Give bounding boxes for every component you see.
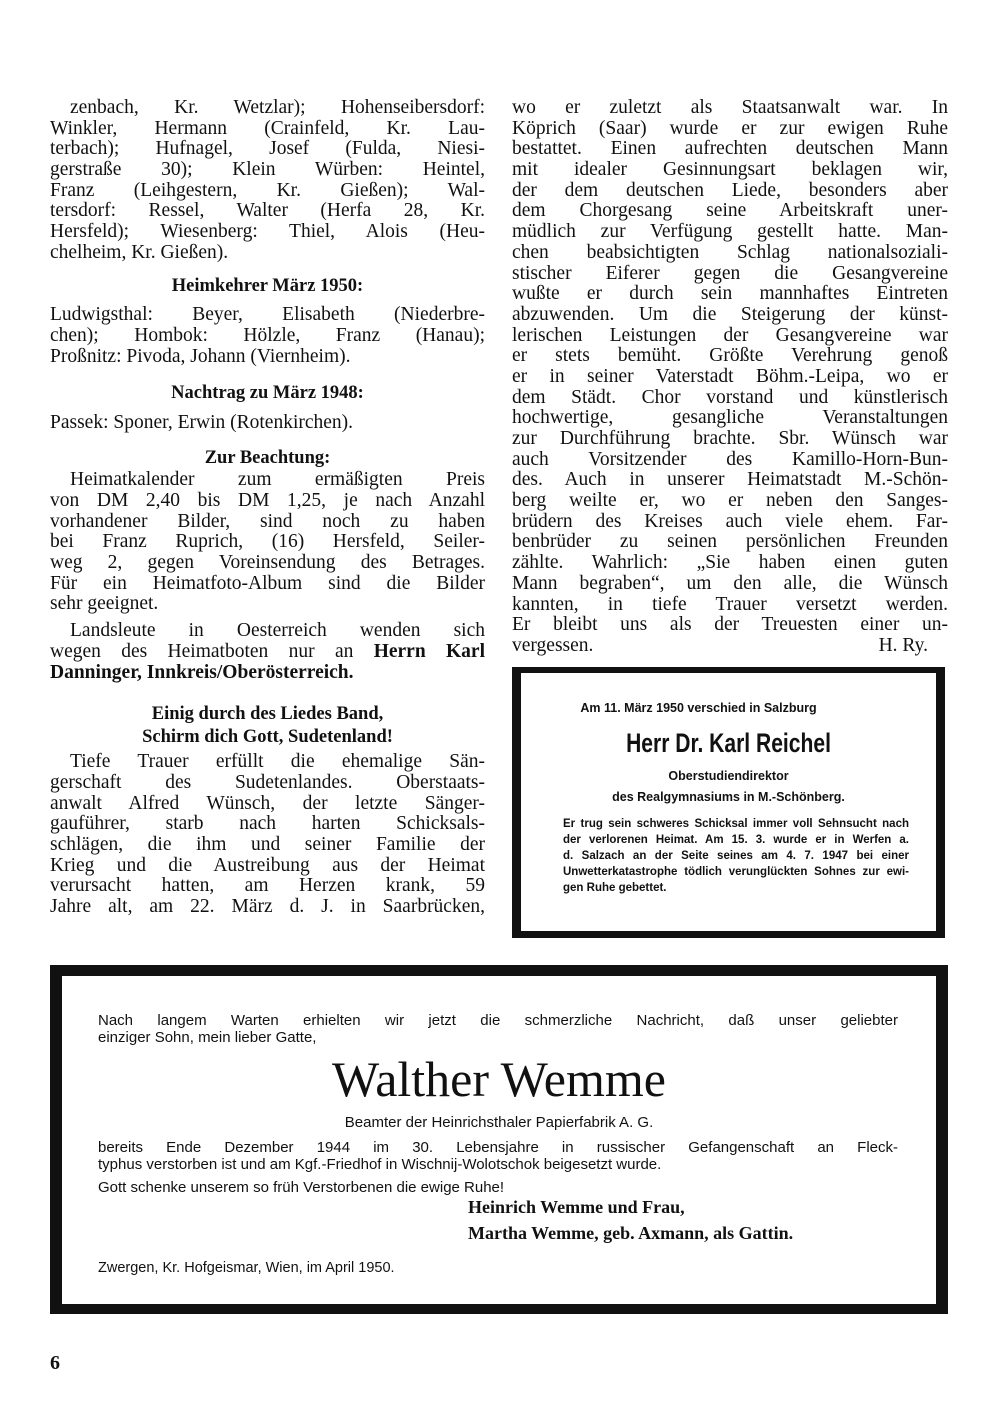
text-line: chen); Hombok: Hölzle, Franz (Hanau); <box>50 324 485 346</box>
place-date: Zwergen, Kr. Hofgeismar, Wien, im April 1950. <box>98 1260 395 1276</box>
text-line: Winkler, Hermann (Crainfeld, Kr. Lau- <box>50 117 485 139</box>
text-line: Für ein Heimatfoto-Album sind die Bilder <box>50 572 485 594</box>
text-line: des. Auch in unserer Heimatstadt M.-Schön- <box>512 469 948 491</box>
text-line: wußte er durch sein mannhaftes Eintreten <box>512 283 948 305</box>
text-line: gauführer, starb nach harten Schicksals- <box>50 813 485 835</box>
text-line: berg weilte er, wo er neben den Sanges- <box>512 490 948 512</box>
heading-heimkehrer: Heimkehrer März 1950: <box>171 275 364 296</box>
text-line: Er trug sein schweres Schicksal immer voll Sehnsucht nach <box>563 818 909 830</box>
death-notice-wemme <box>50 965 948 1314</box>
notice-intro <box>98 1012 898 1046</box>
notice-intro: Am 11. März 1950 verschied in Salzburg <box>580 701 817 715</box>
text-line: bereits Ende Dezember 1944 im 30. Lebensjahre in russischer Gefangenschaft an Fleck- <box>98 1139 898 1156</box>
page-number: 6 <box>50 1352 60 1374</box>
contact-name: Herrn Karl <box>373 640 485 662</box>
text-line: weg 2, gegen Voreinsendung des Betrages. <box>50 552 485 574</box>
heading-einig <box>50 703 485 749</box>
text-line: terbach); Hufnagel, Josef (Fulda, Niesi- <box>50 138 485 160</box>
oesterreich-line2: wegen des Heimatboten nur an <box>50 640 374 662</box>
text-line: zur Durchführung brachte. Sbr. Wünsch war <box>512 428 948 449</box>
death-notice-reichel <box>512 667 945 938</box>
notice-body-lines <box>98 1139 898 1156</box>
text-line: auch Vorsitzender des Kamillo-Horn-Bun- <box>512 448 948 470</box>
signers <box>468 1194 793 1246</box>
text-line: brüdern des Kreises auch viele ehem. Far- <box>512 510 948 532</box>
signer-wife: Martha Wemme, geb. Axmann, als Gattin. <box>468 1223 794 1243</box>
text-line: Jahre alt, am 22. März d. J. in Saarbrücken, <box>50 896 485 918</box>
text-line: schlägen, die ihm und seiner Familie der <box>50 833 485 855</box>
paragraph-heimatkalender <box>50 470 485 615</box>
text-line: zählte. Wahrlich: „Sie haben einen guten <box>512 552 948 574</box>
text-line: stischer Eiferer gegen die Gesangvereine <box>512 262 948 284</box>
deceased-name: Walther Wemme <box>332 1051 666 1107</box>
text-line: lerischen Leistungen der Gesangvereine war <box>512 324 948 346</box>
text-line: Heimatkalender zum ermäßigten Preis <box>70 469 485 491</box>
heading-einig-line2: Schirm dich Gott, Sudetenland! <box>142 727 393 748</box>
text-line: der verlorenen Heimat. Am 15. 3. wurde er in Werfen a. <box>563 834 909 846</box>
text-line: chelheim, Kr. Gießen). <box>50 241 229 263</box>
text-line: mit idealer Gesinnungsart beklagen wir, <box>512 159 948 181</box>
text-line: Franz (Leihgestern, Kr. Gießen); Wal- <box>50 179 485 201</box>
paragraph-nachtrag <box>50 413 485 434</box>
text-line: er stets bemüht. Größte Verehrung genoß <box>512 345 948 367</box>
text-line: wo er zuletzt als Staatsanwalt war. In <box>512 97 948 118</box>
text-line: bei Franz Ruprich, (16) Hersfeld, Seiler- <box>50 531 485 553</box>
notice-body <box>98 1139 898 1196</box>
last-line: vergessen. <box>512 634 594 656</box>
notice-body-last: gen Ruhe gebettet. <box>563 882 667 894</box>
text-line: müdlich zur Verfügung gestellt hatte. Man- <box>512 221 948 243</box>
heading-nachtrag: Nachtrag zu März 1948: <box>171 383 364 404</box>
text-line: hochwertige, gesangliche Veranstaltungen <box>512 407 948 429</box>
paragraph-obituary-wuensch-continued <box>512 98 948 636</box>
text-line: bestattet. Einen aufrechten deutschen Mann <box>512 138 948 160</box>
notice-intro-lines <box>98 1012 898 1029</box>
text-line: Krieg und die Austreibung aus der Heimat <box>50 854 485 876</box>
text-line: Proßnitz: Pivoda, Johann (Viernheim). <box>50 345 351 367</box>
text-line: er in seiner Vaterstadt Böhm.-Leipa, wo er <box>512 365 948 387</box>
text-line: Mann begraben“, um den alle, die Wünsch <box>512 572 948 594</box>
text-line: Unwetterkatastrophe tödlich verunglückten Sohnes zur ewi- <box>563 866 909 878</box>
paragraph-oesterreich <box>50 621 485 683</box>
text-line: vorhandener Bilder, sind noch zu haben <box>50 510 485 532</box>
text-line: sehr geeignet. <box>50 593 159 615</box>
left-column <box>50 98 485 918</box>
deceased-occupation: Beamter der Heinrichsthaler Papierfabrik A. G. <box>344 1114 654 1131</box>
text-line: Nach langem Warten erhielten wir jetzt die schmerzliche Nachricht, daß unser geliebter <box>98 1012 898 1029</box>
notice-body-last: typhus verstorben ist und am Kgf.-Friedhof in Wischnij-Wolotschok beigesetzt wurde. <box>98 1156 662 1173</box>
heading-einig-line1: Einig durch des Liedes Band, <box>151 704 384 725</box>
notice-body-lines <box>563 816 909 880</box>
text-line: tersdorf: Ressel, Walter (Herfa 28, Kr. <box>50 200 485 222</box>
notice-body <box>563 816 909 896</box>
blessing: Gott schenke unserem so früh Verstorbenen die ewige Ruhe! <box>98 1179 505 1196</box>
paragraph-heimkehrer <box>50 305 485 367</box>
text-line: d. Salzach an der Seite seines am 4. 7. 1947 bei einer <box>563 850 909 862</box>
text-line: abzuwenden. Um die Steigerung der künst- <box>512 303 948 325</box>
paragraph-obituary-wuensch <box>50 752 485 918</box>
text-line: kannten, in tiefe Trauer versetzt werden. <box>512 593 948 615</box>
text-line: benbrüder zu seinen persönlichen Freunden <box>512 531 948 553</box>
text-line: zenbach, Kr. Wetzlar); Hohenseibersdorf: <box>70 97 485 118</box>
deceased-name: Herr Dr. Karl Reichel <box>626 728 831 758</box>
contact-location: Danninger, Innkreis/Oberösterreich. <box>50 661 354 683</box>
text-line: der dem deutschen Liede, besonders aber <box>512 179 948 201</box>
text-line: verursacht hatten, am Herzen krank, 59 <box>50 875 485 897</box>
text-line: gerschaft des Sudetenlandes. Oberstaats- <box>50 771 485 793</box>
text-line: dem Chorgesang seine Arbeitskraft uner- <box>512 200 948 222</box>
paragraph-missing-persons-list <box>50 98 485 264</box>
text-line: Passek: Sponer, Erwin (Rotenkirchen). <box>50 411 354 433</box>
text-line: gerstraße 30); Klein Würben: Heintel, <box>50 159 485 181</box>
signer-parents: Heinrich Wemme und Frau, <box>468 1197 685 1217</box>
text-line: Köprich (Saar) wurde er zur ewigen Ruhe <box>512 117 948 139</box>
text-line: anwalt Alfred Wünsch, der letzte Sänger- <box>50 792 485 814</box>
text-line: von DM 2,40 bis DM 1,25, je nach Anzahl <box>50 490 485 512</box>
text-line: chen beabsichtigten Schlag nationalsoziali- <box>512 241 948 263</box>
text-line: Er bleibt uns als der Treuesten einer un- <box>512 614 948 636</box>
author-signature: H. Ry. <box>878 634 928 656</box>
text-line: Tiefe Trauer erfüllt die ehemalige Sän- <box>70 751 485 773</box>
notice-intro-last: einziger Sohn, mein lieber Gatte, <box>98 1029 317 1046</box>
text-line: dem Städt. Chor vorstand und künstlerisch <box>512 386 948 408</box>
oesterreich-lines <box>50 621 485 642</box>
heading-beachtung: Zur Beachtung: <box>204 447 331 468</box>
text-line: Ludwigsthal: Beyer, Elisabeth (Niederbre- <box>50 304 485 326</box>
text-line: Landsleute in Oesterreich wenden sich <box>70 620 485 642</box>
right-column <box>512 98 948 657</box>
text-line: Hersfeld); Wiesenberg: Thiel, Alois (Heu- <box>50 221 485 243</box>
deceased-institution: des Realgymnasiums in M.-Schönberg. <box>612 790 845 804</box>
deceased-title: Oberstudiendirektor <box>668 769 789 783</box>
